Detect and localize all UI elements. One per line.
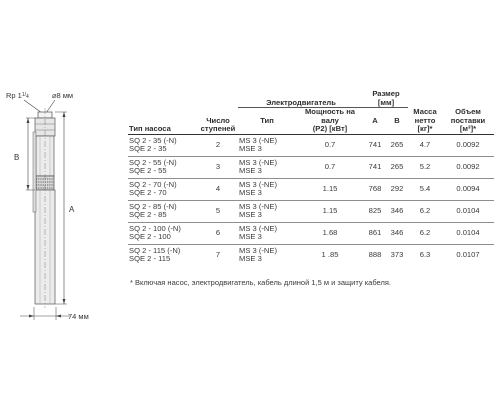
size-b-header: B [394,115,400,125]
dim-a-label: A [69,205,75,214]
table-row [128,222,494,244]
size-a-cell: 741 [368,139,382,149]
stages-cell: 7 [215,249,221,259]
pump-drawing [0,0,128,400]
stages-cell: 3 [215,161,221,171]
motor-type-header: Тип [260,115,274,125]
pump-type-cell: SQ 2 - 115 (-N) SQE 2 - 115 [129,245,181,263]
size-b-cell: 265 [390,139,404,149]
power-cell: 1.68 [322,227,338,237]
size-b-cell: 346 [390,227,404,237]
size-b-cell: 346 [390,205,404,215]
motor-type-cell: MS 3 (-NE) MSE 3 [239,135,277,153]
size-header: Размер [мм] [364,90,408,108]
mass-cell: 6.2 [419,205,431,215]
power-cell: 1 .85 [321,249,339,259]
dim-b-label: B [14,153,20,162]
size-b-cell: 265 [390,161,404,171]
spec-table [128,90,494,266]
size-a-cell: 825 [368,205,382,215]
power-cell: 1.15 [322,183,338,193]
motor-header: Электродвигатель [238,90,364,108]
power-cell: 0.7 [324,139,336,149]
pump-type-cell: SQ 2 - 35 (-N) SQE 2 - 35 [129,135,177,153]
power-cell: 0.7 [324,161,336,171]
size-a-cell: 861 [368,227,382,237]
volume-cell: 0.0107 [456,249,480,259]
pump-type-cell: SQ 2 - 70 (-N) SQE 2 - 70 [129,179,177,197]
size-a-header: A [372,115,378,125]
pump-type-cell: SQ 2 - 55 (-N) SQE 2 - 55 [129,157,177,175]
volume-cell: 0.0092 [456,139,480,149]
stages-cell: 2 [215,139,221,149]
diameter-label: ⌀8 мм [52,91,74,100]
stages-cell: 4 [215,183,221,193]
pump-type-cell: SQ 2 - 100 (-N) SQE 2 - 100 [129,223,181,241]
volume-cell: 0.0094 [456,183,480,193]
motor-type-cell: MS 3 (-NE) MSE 3 [239,223,277,241]
power-header: Мощность на валу (P2) [кВт] [304,107,356,133]
diameter-leader [46,100,55,113]
volume-cell: 0.0092 [456,161,480,171]
motor-type-cell: MS 3 (-NE) MSE 3 [239,179,277,197]
pump-type-cell: SQ 2 - 85 (-N) SQE 2 - 85 [129,201,177,219]
table-row [128,134,494,156]
volume-header: Объем поставки [м³]* [450,107,486,133]
size-a-cell: 768 [368,183,382,193]
stages-cell: 5 [215,205,221,215]
mass-cell: 6.2 [419,227,431,237]
size-a-cell: 741 [368,161,382,171]
mass-cell: 5.4 [419,183,431,193]
mass-cell: 5.2 [419,161,431,171]
size-b-cell: 292 [390,183,404,193]
motor-type-cell: MS 3 (-NE) MSE 3 [239,245,277,263]
thread-leader [24,100,42,113]
table-row [128,244,494,266]
volume-cell: 0.0104 [456,227,480,237]
motor-type-cell: MS 3 (-NE) MSE 3 [239,157,277,175]
stages-header: Число ступеней [200,115,236,133]
table-row [128,156,494,178]
width-label: 74 мм [68,312,89,321]
mass-cell: 4.7 [419,139,431,149]
power-cell: 1.15 [322,205,338,215]
table-row [128,200,494,222]
motor-type-cell: MS 3 (-NE) MSE 3 [239,201,277,219]
stages-cell: 6 [215,227,221,237]
size-b-cell: 373 [390,249,404,259]
size-a-cell: 888 [368,249,382,259]
table-row [128,178,494,200]
footnote: * Включая насос, электродвигатель, кабель длиной 1,5 м и защиту кабеля. [130,278,391,287]
thread-label: Rp $1^1/_4$ [6,91,29,100]
mass-header: Масса нетто [кг]* [413,107,437,133]
mass-cell: 6.3 [419,249,431,259]
volume-cell: 0.0104 [456,205,480,215]
cable-guard [33,132,36,212]
pump-type-header: Тип насоса [129,124,171,133]
